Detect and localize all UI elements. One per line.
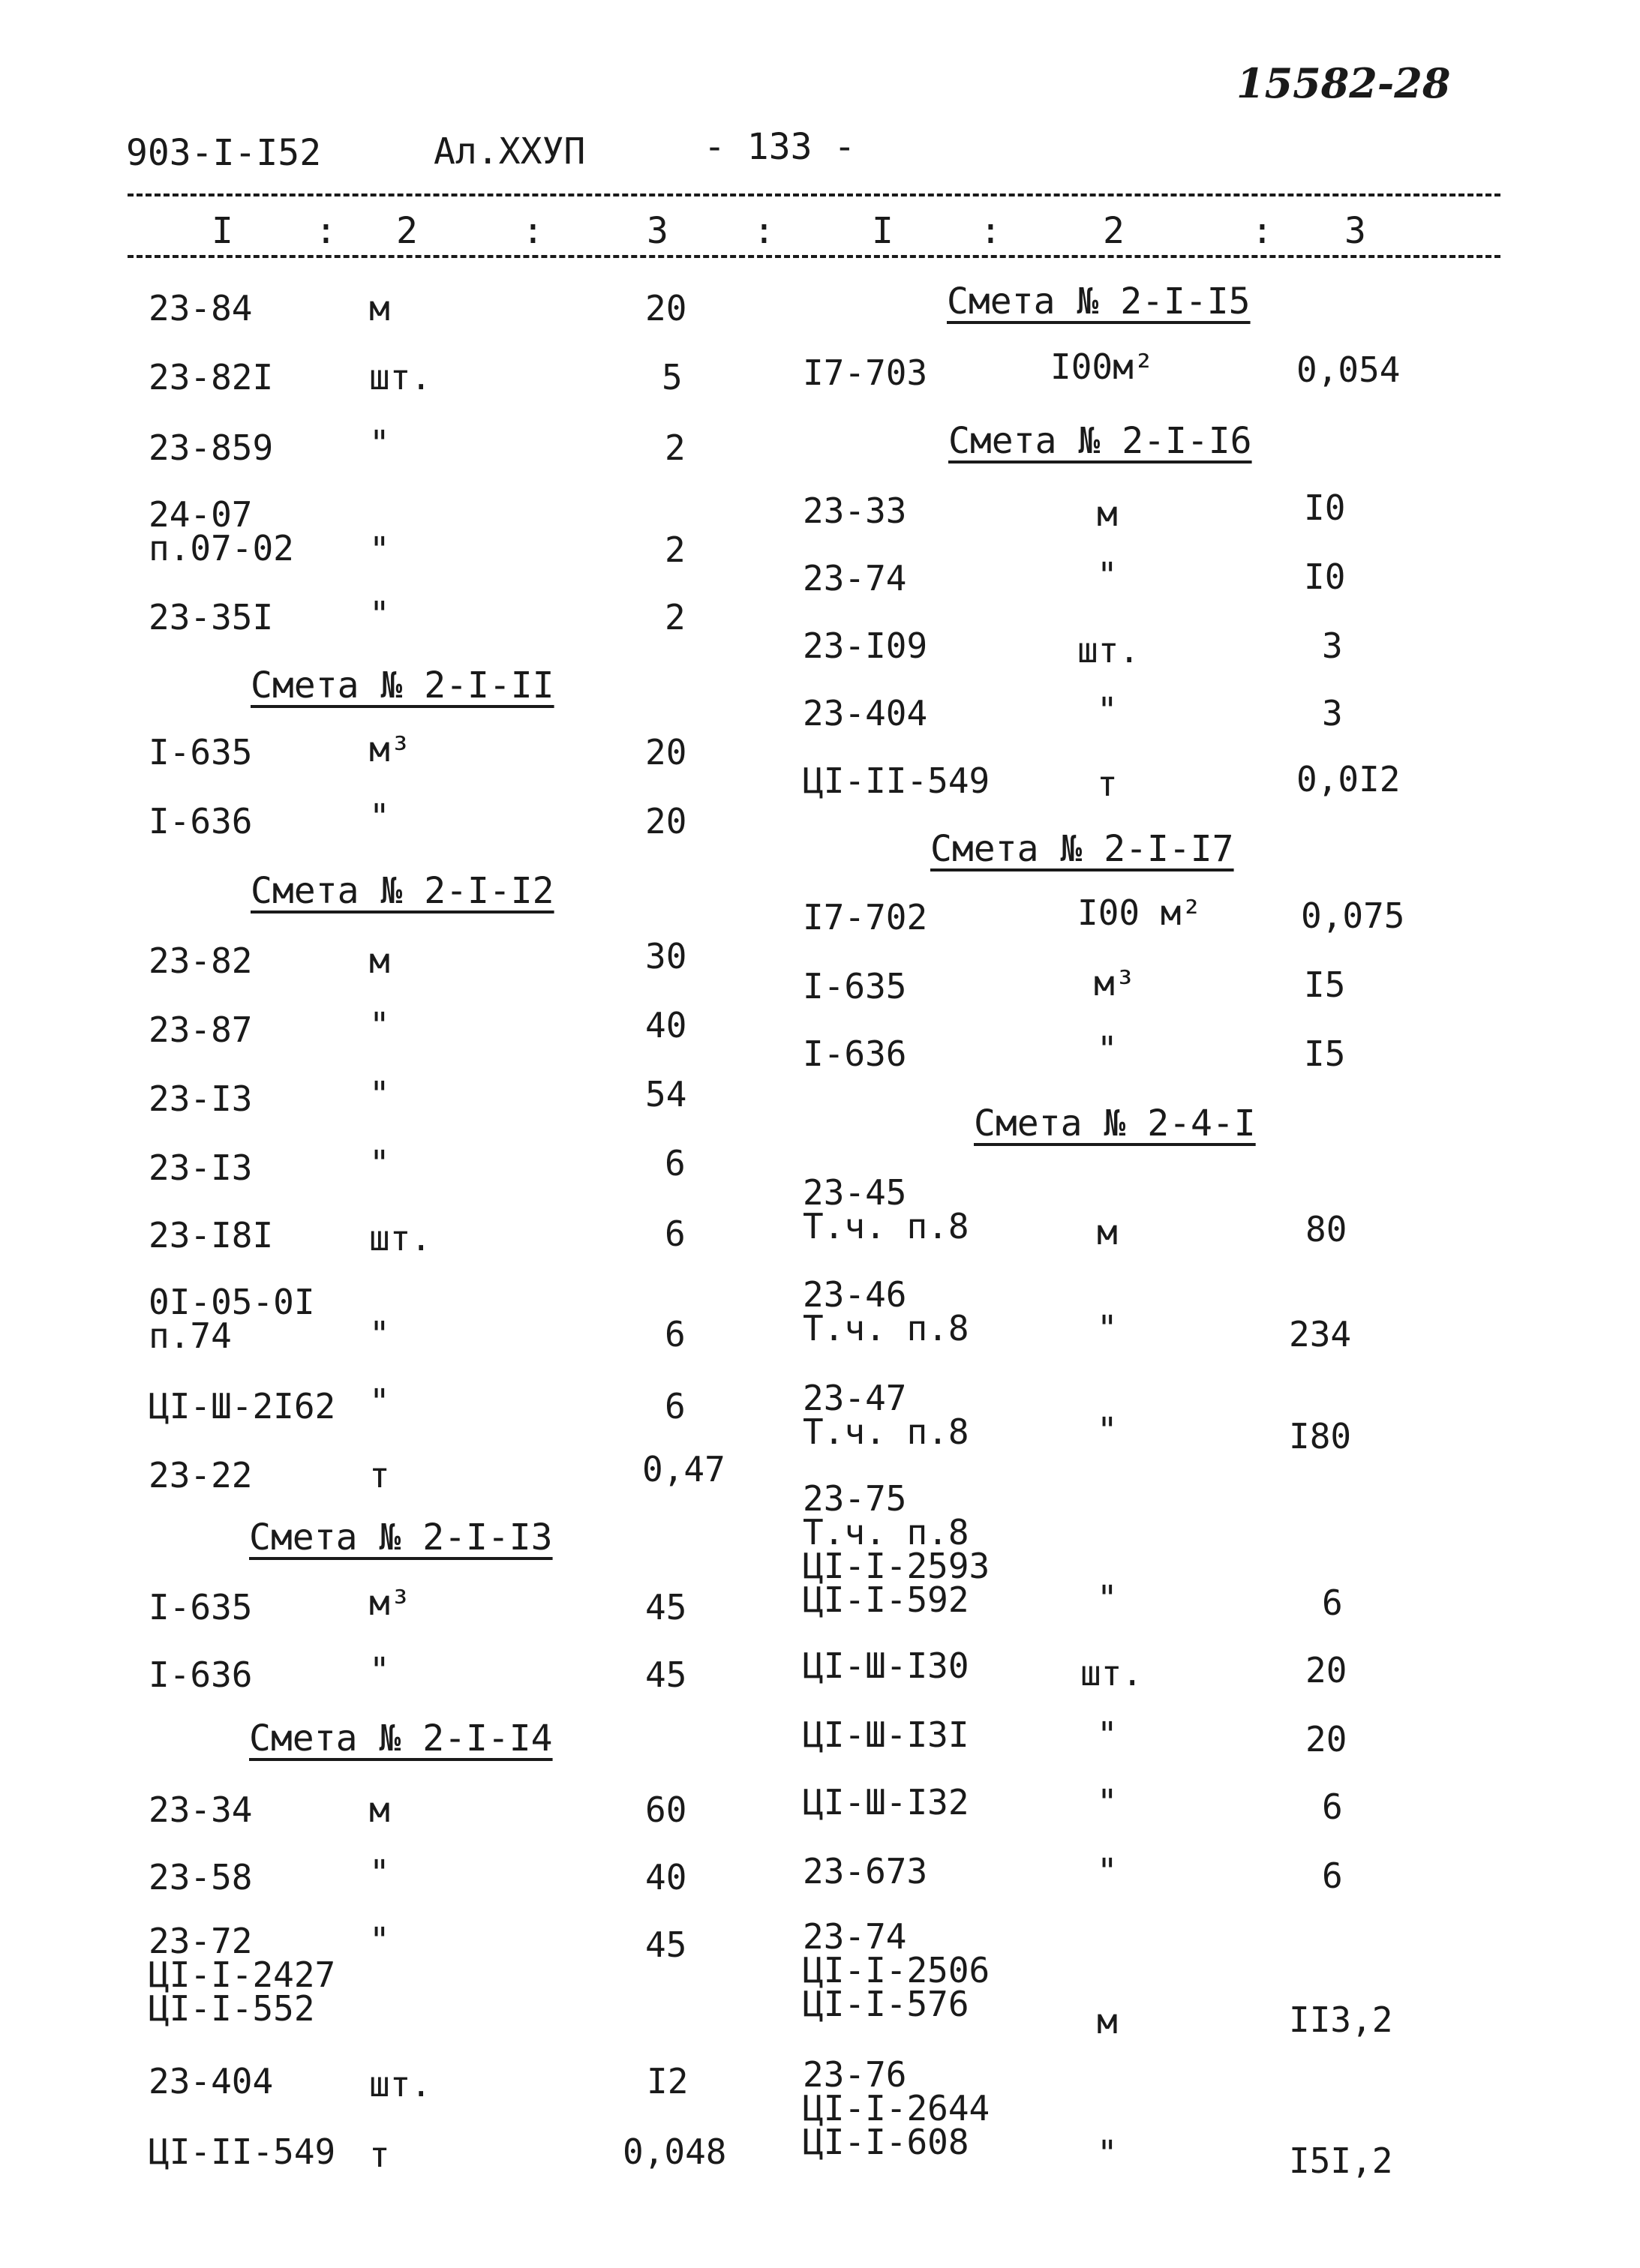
- right-sec41-row-2-qty: 234: [1289, 1314, 1352, 1354]
- right-sec41-row-10-qty: I5I,2: [1289, 2140, 1393, 2181]
- col-header-left-sep-1: :: [315, 210, 337, 252]
- right-sec41-row-5-code: ЦI-Ш-I30: [803, 1646, 969, 1686]
- right-sec41-row-6-unit: ": [1097, 1714, 1118, 1755]
- left-sec11-row-1-unit: м³: [369, 729, 411, 770]
- left-sec12-row-6-unit: ": [369, 1314, 390, 1354]
- left-sec14-row-3-code: 23-72 ЦI-I-2427 ЦI-I-552: [149, 1921, 336, 2030]
- left-row-5-unit: ": [369, 594, 390, 634]
- left-sec12-row-4-unit: ": [369, 1143, 390, 1184]
- section-title-2-I-I5: Смета № 2-I-I5: [947, 280, 1251, 322]
- left-sec12-row-5-qty: 6: [665, 1214, 686, 1254]
- left-row-4-qty: 2: [665, 530, 686, 570]
- right-sec41-row-1-qty: 80: [1305, 1209, 1347, 1250]
- col-header-right-sep-2: :: [1251, 210, 1273, 252]
- right-sec16-row-5-code: ЦI-II-549: [803, 760, 990, 801]
- right-sec16-row-5-qty: 0,0I2: [1296, 759, 1401, 800]
- section-title-2-I-I3: Смета № 2-I-I3: [249, 1516, 553, 1558]
- left-sec12-row-5-unit: шт.: [369, 1218, 432, 1258]
- right-sec41-row-3-unit: ": [1097, 1410, 1118, 1450]
- right-sec15-row-1-code: I7-703: [803, 352, 928, 393]
- album-number: Ал.ХХУП: [434, 130, 586, 172]
- left-sec12-row-3-qty: 54: [645, 1074, 687, 1114]
- right-sec17-row-2-qty: I5: [1304, 964, 1346, 1005]
- left-row-1-qty: 20: [645, 288, 687, 328]
- left-sec14-row-5-code: ЦI-II-549: [149, 2132, 336, 2172]
- left-row-4-code: 24-07 п.07-02: [149, 494, 294, 569]
- left-sec14-row-4-code: 23-404: [149, 2061, 274, 2102]
- left-sec14-row-4-qty: I2: [647, 2061, 689, 2102]
- left-row-5-qty: 2: [665, 597, 686, 638]
- left-sec14-row-3-qty: 45: [645, 1924, 687, 1965]
- header-rule-top: [128, 194, 1500, 196]
- left-sec14-row-2-unit: ": [369, 1852, 390, 1893]
- section-title-2-I-I6: Смета № 2-I-I6: [948, 420, 1252, 462]
- right-sec16-row-3-code: 23-I09: [803, 626, 928, 666]
- right-sec41-row-2-unit: ": [1097, 1308, 1118, 1348]
- section-title-2-4-I: Смета № 2-4-I: [974, 1102, 1256, 1144]
- left-sec11-row-1-qty: 20: [645, 732, 687, 772]
- col-header-right-1: I: [872, 210, 894, 252]
- left-sec14-row-1-unit: м: [369, 1790, 390, 1830]
- left-sec12-row-3-code: 23-I3: [149, 1078, 253, 1119]
- header-rule-bottom: [128, 255, 1500, 258]
- col-header-right-2: 2: [1103, 210, 1125, 252]
- right-sec41-row-6-qty: 20: [1305, 1719, 1347, 1760]
- left-sec13-row-2-qty: 45: [645, 1654, 687, 1695]
- right-sec41-row-5-qty: 20: [1305, 1650, 1347, 1690]
- right-sec17-row-3-unit: ": [1097, 1029, 1118, 1070]
- left-sec14-row-5-unit: т: [369, 2134, 390, 2175]
- right-sec17-row-2-unit: м³: [1094, 963, 1136, 1004]
- left-sec12-row-8-code: 23-22: [149, 1455, 253, 1496]
- right-sec16-row-1-unit: м: [1097, 494, 1118, 534]
- right-sec41-row-4-qty: 6: [1322, 1582, 1343, 1623]
- col-header-right-3: 3: [1344, 210, 1366, 252]
- series-number: 903-I-I52: [126, 132, 322, 174]
- left-sec11-row-2-unit: ": [369, 796, 390, 837]
- left-sec11-row-2-qty: 20: [645, 801, 687, 842]
- right-sec16-row-3-unit: шт.: [1077, 630, 1140, 670]
- left-sec12-row-6-qty: 6: [665, 1314, 686, 1354]
- section-title-2-I-II: Смета № 2-I-II: [251, 664, 554, 706]
- left-sec12-row-1-unit: м: [369, 940, 390, 981]
- right-sec15-row-1-qty: 0,054: [1296, 350, 1401, 390]
- right-sec16-row-4-qty: 3: [1322, 693, 1343, 734]
- right-sec41-row-7-qty: 6: [1322, 1786, 1343, 1827]
- right-sec41-row-5-unit: шт.: [1080, 1653, 1143, 1694]
- right-sec41-row-2-code: 23-46 Т.ч. п.8: [803, 1274, 969, 1349]
- left-sec13-row-2-unit: ": [369, 1650, 390, 1690]
- col-header-left-1: I: [212, 210, 233, 252]
- section-title-2-I-I7: Смета № 2-I-I7: [930, 828, 1234, 870]
- left-sec12-row-8-qty: 0,47: [642, 1449, 725, 1490]
- left-sec12-row-7-unit: ": [369, 1382, 390, 1422]
- left-row-2-code: 23-82I: [149, 357, 274, 398]
- right-sec41-row-10-code: 23-76 ЦI-I-2644 ЦI-I-608: [803, 2054, 990, 2163]
- col-header-right-sep-1: :: [980, 210, 1002, 252]
- left-sec12-row-4-qty: 6: [665, 1143, 686, 1184]
- right-sec41-row-4-code: 23-75 Т.ч. п.8 ЦI-I-2593 ЦI-I-592: [803, 1478, 990, 1621]
- right-sec41-row-9-qty: II3,2: [1289, 2000, 1393, 2040]
- left-sec12-row-6-code: 0I-05-0I п.74: [149, 1282, 315, 1357]
- right-sec41-row-7-unit: ": [1097, 1782, 1118, 1822]
- right-sec17-row-1-code: I7-702: [803, 897, 928, 938]
- right-sec16-row-2-code: 23-74: [803, 558, 907, 598]
- col-header-left-sep-2: :: [522, 210, 544, 252]
- right-sec41-row-1-code: 23-45 Т.ч. п.8: [803, 1172, 969, 1247]
- right-sec16-row-1-code: 23-33: [803, 490, 907, 531]
- right-sec41-row-9-code: 23-74 ЦI-I-2506 ЦI-I-576: [803, 1916, 990, 2025]
- right-sec16-row-4-code: 23-404: [803, 693, 928, 734]
- left-sec12-row-2-qty: 40: [645, 1005, 687, 1046]
- left-row-3-code: 23-859: [149, 428, 274, 468]
- right-sec16-row-3-qty: 3: [1322, 626, 1343, 666]
- left-sec12-row-2-unit: ": [369, 1005, 390, 1046]
- right-sec17-row-2-code: I-635: [803, 966, 907, 1006]
- left-sec12-row-7-code: ЦI-Ш-2I62: [149, 1386, 336, 1426]
- left-row-2-unit: шт.: [369, 357, 432, 398]
- right-sec16-row-2-unit: ": [1097, 555, 1118, 596]
- left-sec13-row-1-unit: м³: [369, 1582, 411, 1623]
- document-number: 15582-28: [1236, 59, 1451, 107]
- left-sec12-row-1-code: 23-82: [149, 940, 253, 981]
- left-sec14-row-1-code: 23-34: [149, 1790, 253, 1830]
- right-sec17-row-1-qty: 0,075: [1301, 896, 1405, 936]
- left-sec12-row-1-qty: 30: [645, 936, 687, 976]
- right-sec15-row-1-unit: I00м²: [1050, 346, 1155, 387]
- right-sec41-row-10-unit: ": [1097, 2133, 1118, 2174]
- right-sec41-row-8-qty: 6: [1322, 1856, 1343, 1896]
- right-sec41-row-4-unit: ": [1097, 1578, 1118, 1618]
- left-row-5-code: 23-35I: [149, 597, 274, 638]
- left-row-4-unit: ": [369, 530, 390, 570]
- right-sec41-row-6-code: ЦI-Ш-I3I: [803, 1714, 969, 1755]
- col-header-left-3: 3: [647, 210, 668, 252]
- left-row-3-unit: ": [369, 423, 390, 464]
- left-sec14-row-2-code: 23-58: [149, 1857, 253, 1898]
- left-sec12-row-8-unit: т: [369, 1455, 390, 1496]
- right-sec16-row-5-unit: т: [1097, 764, 1118, 804]
- right-sec41-row-7-code: ЦI-Ш-I32: [803, 1782, 969, 1822]
- left-sec12-row-5-code: 23-I8I: [149, 1215, 274, 1256]
- left-sec14-row-1-qty: 60: [645, 1790, 687, 1830]
- section-title-2-I-I4: Смета № 2-I-I4: [249, 1718, 553, 1760]
- left-sec12-row-4-code: 23-I3: [149, 1148, 253, 1188]
- left-sec14-row-2-qty: 40: [645, 1857, 687, 1898]
- right-sec17-row-1-unit: I00 м²: [1077, 892, 1203, 933]
- page-number: - 133 -: [704, 126, 856, 168]
- left-sec13-row-2-code: I-636: [149, 1654, 253, 1695]
- right-sec41-row-9-unit: м: [1097, 2001, 1118, 2042]
- left-sec13-row-1-code: I-635: [149, 1587, 253, 1628]
- left-sec14-row-4-unit: шт.: [369, 2064, 432, 2104]
- left-row-1-code: 23-84: [149, 288, 253, 328]
- right-sec41-row-1-unit: м: [1097, 1212, 1118, 1252]
- left-sec12-row-7-qty: 6: [665, 1386, 686, 1426]
- left-sec11-row-2-code: I-636: [149, 801, 253, 842]
- left-sec14-row-3-unit: ": [369, 1920, 390, 1960]
- right-sec16-row-4-unit: ": [1097, 690, 1118, 730]
- left-row-1-unit: м: [369, 288, 390, 328]
- col-header-left-2: 2: [396, 210, 418, 252]
- left-sec12-row-3-unit: ": [369, 1074, 390, 1114]
- right-sec41-row-8-unit: ": [1097, 1851, 1118, 1892]
- right-sec17-row-3-code: I-636: [803, 1034, 907, 1074]
- right-sec16-row-2-qty: I0: [1304, 556, 1346, 597]
- left-sec12-row-2-code: 23-87: [149, 1010, 253, 1050]
- left-row-3-qty: 2: [665, 428, 686, 468]
- left-sec13-row-1-qty: 45: [645, 1587, 687, 1628]
- right-sec41-row-3-code: 23-47 Т.ч. п.8: [803, 1378, 969, 1453]
- section-title-2-I-I2: Смета № 2-I-I2: [251, 870, 554, 912]
- right-sec17-row-3-qty: I5: [1304, 1034, 1346, 1074]
- right-sec41-row-3-qty: I80: [1289, 1416, 1352, 1456]
- right-sec16-row-1-qty: I0: [1304, 488, 1346, 528]
- left-sec11-row-1-code: I-635: [149, 732, 253, 772]
- right-sec41-row-8-code: 23-673: [803, 1851, 928, 1892]
- left-row-2-qty: 5: [662, 357, 683, 398]
- col-header-left-sep-3: :: [753, 210, 775, 252]
- left-sec14-row-5-qty: 0,048: [623, 2132, 727, 2172]
